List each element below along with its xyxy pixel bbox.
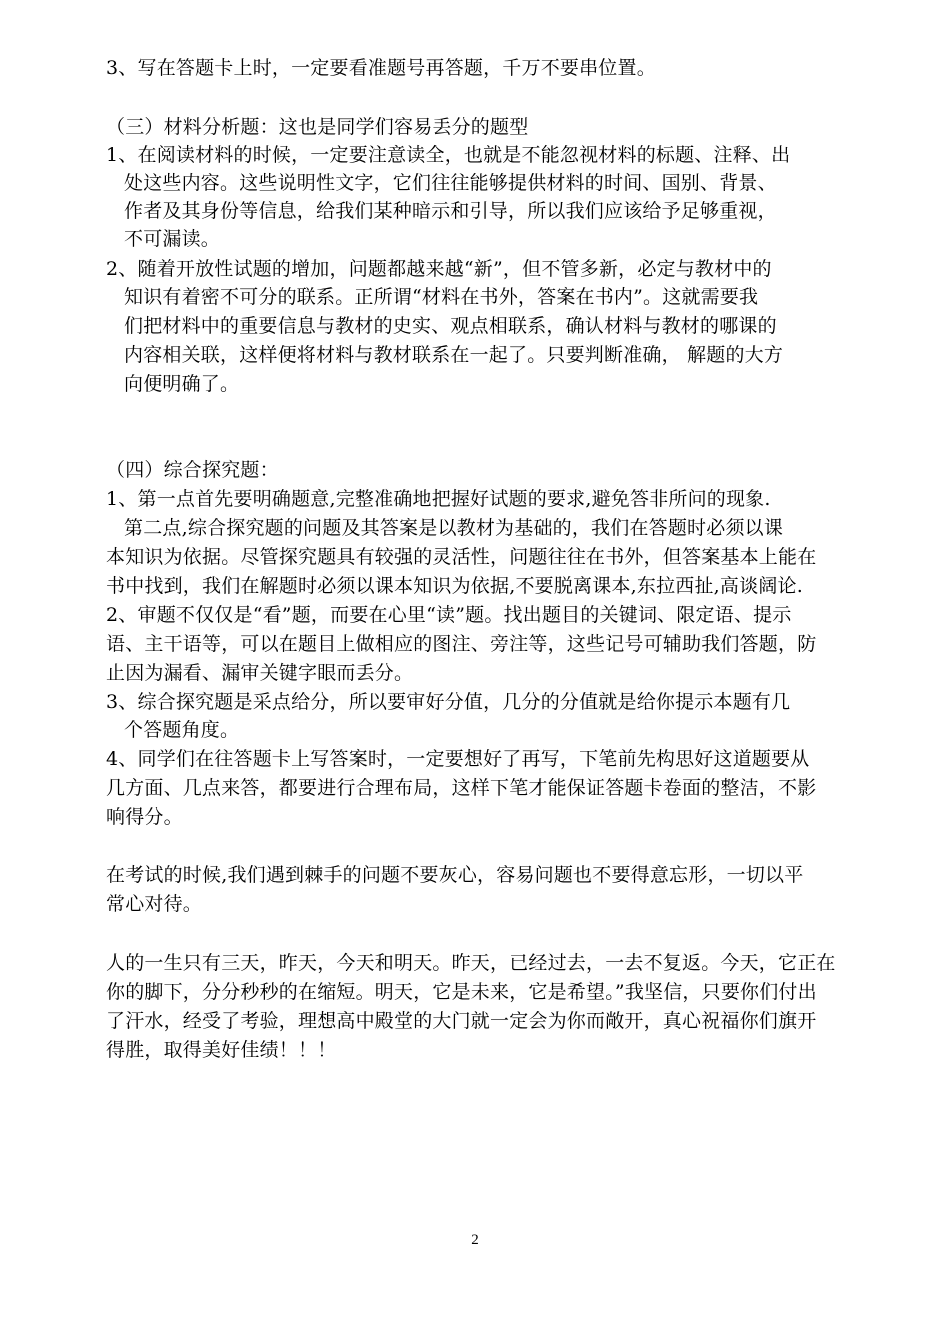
text-line: 响得分。 [106, 806, 183, 828]
text-line: 你的脚下，分分秒秒的在缩短。明天，它是未来，它是希望。”我坚信，只要你们付出 [106, 981, 817, 1003]
text-line: 4、同学们在往答题卡上写答案时，一定要想好了再写，下笔前先构思好这道题要从 [106, 748, 810, 770]
section-heading: （三）材料分析题：这也是同学们容易丢分的题型 [106, 116, 529, 138]
text-line: 书中找到，我们在解题时必须以课本知识为依据,不要脱离课本,东拉西扯,高谈阔论. [106, 575, 803, 597]
text-line: 语、主干语等，可以在题目上做相应的图注、旁注等，这些记号可辅助我们答题，防 [106, 633, 817, 655]
text-line: 3、写在答题卡上时，一定要看准题号再答题，千万不要串位置。 [106, 57, 656, 79]
text-line: 了汗水，经受了考验，理想高中殿堂的大门就一定会为你而敞开，真心祝福你们旗开 [106, 1010, 817, 1032]
text-line: 第二点,综合探究题的问题及其答案是以教材为基础的，我们在答题时必须以课 [124, 517, 784, 539]
text-line: 向便明确了。 [124, 373, 240, 395]
text-line: 内容相关联，这样便将材料与教材联系在一起了。只要判断准确， 解题的大方 [124, 344, 784, 366]
text-line: 处这些内容。这些说明性文字，它们往往能够提供材料的时间、国别、背景、 [124, 172, 777, 194]
text-line: 止因为漏看、漏审关键字眼而丢分。 [106, 662, 414, 684]
section-heading: （四）综合探究题： [106, 459, 279, 481]
page-number: 2 [471, 1232, 479, 1248]
text-line: 在考试的时候,我们遇到棘手的问题不要灰心，容易问题也不要得意忘形，一切以平 [106, 864, 804, 886]
text-line: 个答题角度。 [124, 719, 240, 741]
text-line: 知识有着密不可分的联系。正所谓“材料在书外，答案在书内”。这就需要我 [124, 286, 759, 308]
text-line: 1、第一点首先要明确题意,完整准确地把握好试题的要求,避免答非所问的现象. [106, 488, 771, 510]
text-line: 常心对待。 [106, 893, 203, 915]
text-line: 本知识为依据。尽管探究题具有较强的灵活性，问题往往在书外，但答案基本上能在 [106, 546, 817, 568]
text-line: 1、在阅读材料的时候，一定要注意读全，也就是不能忽视材料的标题、注释、出 [106, 144, 791, 166]
text-line: 几方面、几点来答，都要进行合理布局，这样下笔才能保证答题卡卷面的整洁，不影 [106, 777, 817, 799]
text-line: 们把材料中的重要信息与教材的史实、观点相联系，确认材料与教材的哪课的 [124, 315, 777, 337]
text-line: 3、综合探究题是采点给分，所以要审好分值，几分的分值就是给你提示本题有几 [106, 691, 791, 713]
text-line: 2、随着开放性试题的增加，问题都越来越“新”，但不管多新，必定与教材中的 [106, 258, 772, 280]
text-line: 作者及其身份等信息，给我们某种暗示和引导，所以我们应该给予足够重视， [124, 200, 777, 222]
text-line: 得胜，取得美好佳绩！！！ [106, 1039, 337, 1061]
text-line: 2、审题不仅仅是“看”题，而要在心里“读”题。找出题目的关键词、限定语、提示 [106, 604, 792, 626]
text-line: 不可漏读。 [124, 228, 221, 250]
text-line: 人的一生只有三天，昨天，今天和明天。昨天，已经过去，一去不复返。今天，它正在 [106, 952, 836, 974]
